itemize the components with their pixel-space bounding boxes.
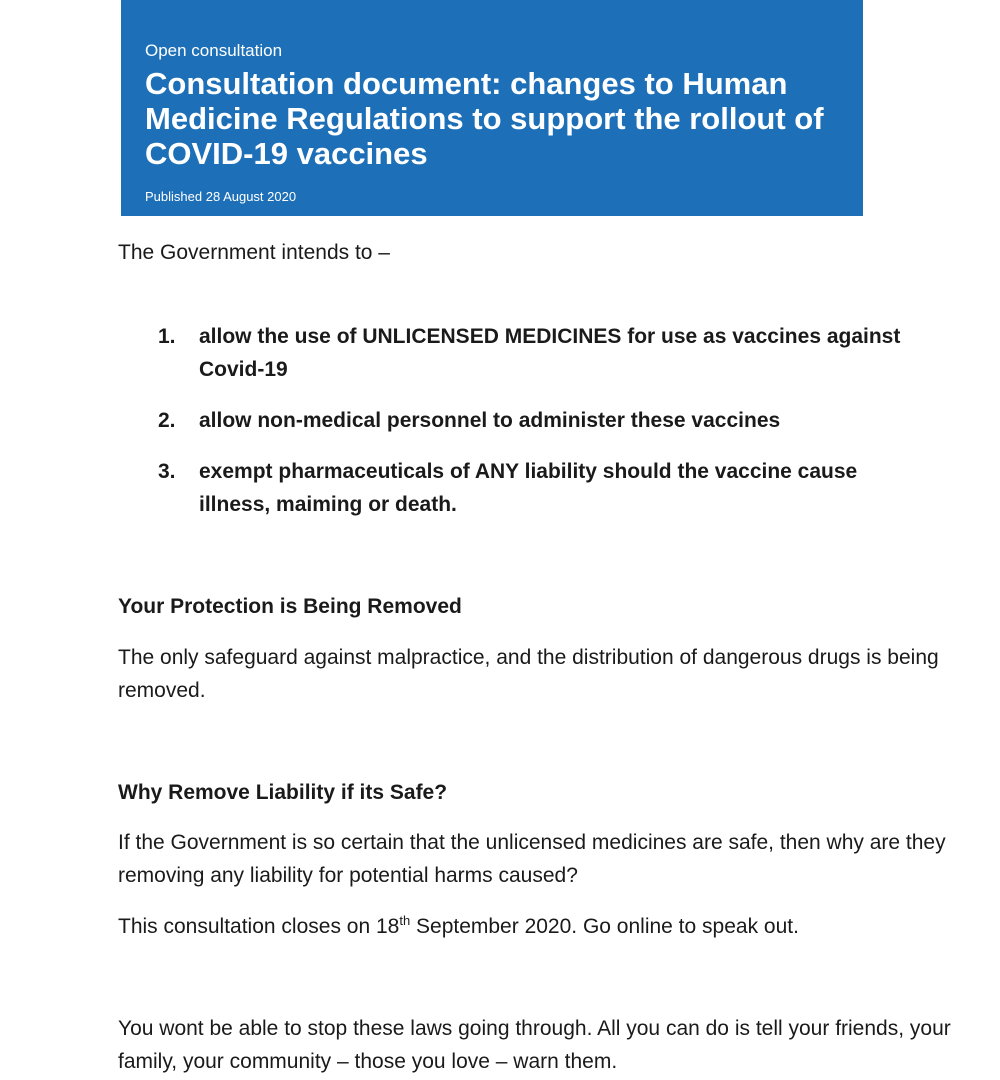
intentions-list: [158, 320, 918, 539]
list-item-number: 3.: [158, 460, 176, 483]
banner-published-date: Published 28 August 2020: [145, 189, 297, 204]
list-item-text: exempt pharmaceuticals of ANY liability should the vaccine cause illness, maiming or death.: [199, 460, 858, 516]
consultation-banner: [121, 0, 863, 216]
list-item: [158, 320, 918, 386]
section-body-protection: The only safeguard against malpractice, and the distribution of dangerous drugs is being removed.: [118, 646, 939, 702]
banner-label: Open consultation: [145, 41, 283, 60]
list-item-number: 2.: [158, 409, 176, 432]
list-item: [158, 455, 918, 521]
final-paragraph: You wont be able to stop these laws going through. All you can do is tell your friends, your family, your community – those you love – warn them.: [118, 1017, 951, 1073]
list-item-text: allow the use of UNLICENSED MEDICINES for use as vaccines against Covid-19: [199, 325, 901, 381]
section-heading-protection: Your Protection is Being Removed: [118, 595, 462, 618]
closing-date-text: [118, 910, 958, 943]
list-item-number: 1.: [158, 325, 176, 348]
section-heading-liability: Why Remove Liability if its Safe?: [118, 781, 448, 804]
closing-text-before: This consultation closes on 18: [118, 915, 400, 938]
section-body-liability: If the Government is so certain that the unlicensed medicines are safe, then why are they removing any liability for potential harms caused?: [118, 831, 946, 887]
list-item-text: allow non-medical personnel to administer these vaccines: [199, 409, 781, 432]
closing-text-superscript: th: [399, 913, 411, 928]
banner-title: Consultation document: changes to Human Medicine Regulations to support the rollout of COVID-19 vaccines: [145, 66, 824, 171]
closing-text-after: September 2020. Go online to speak out.: [410, 915, 799, 938]
intro-text: The Government intends to –: [118, 241, 390, 264]
list-item: [158, 404, 918, 437]
